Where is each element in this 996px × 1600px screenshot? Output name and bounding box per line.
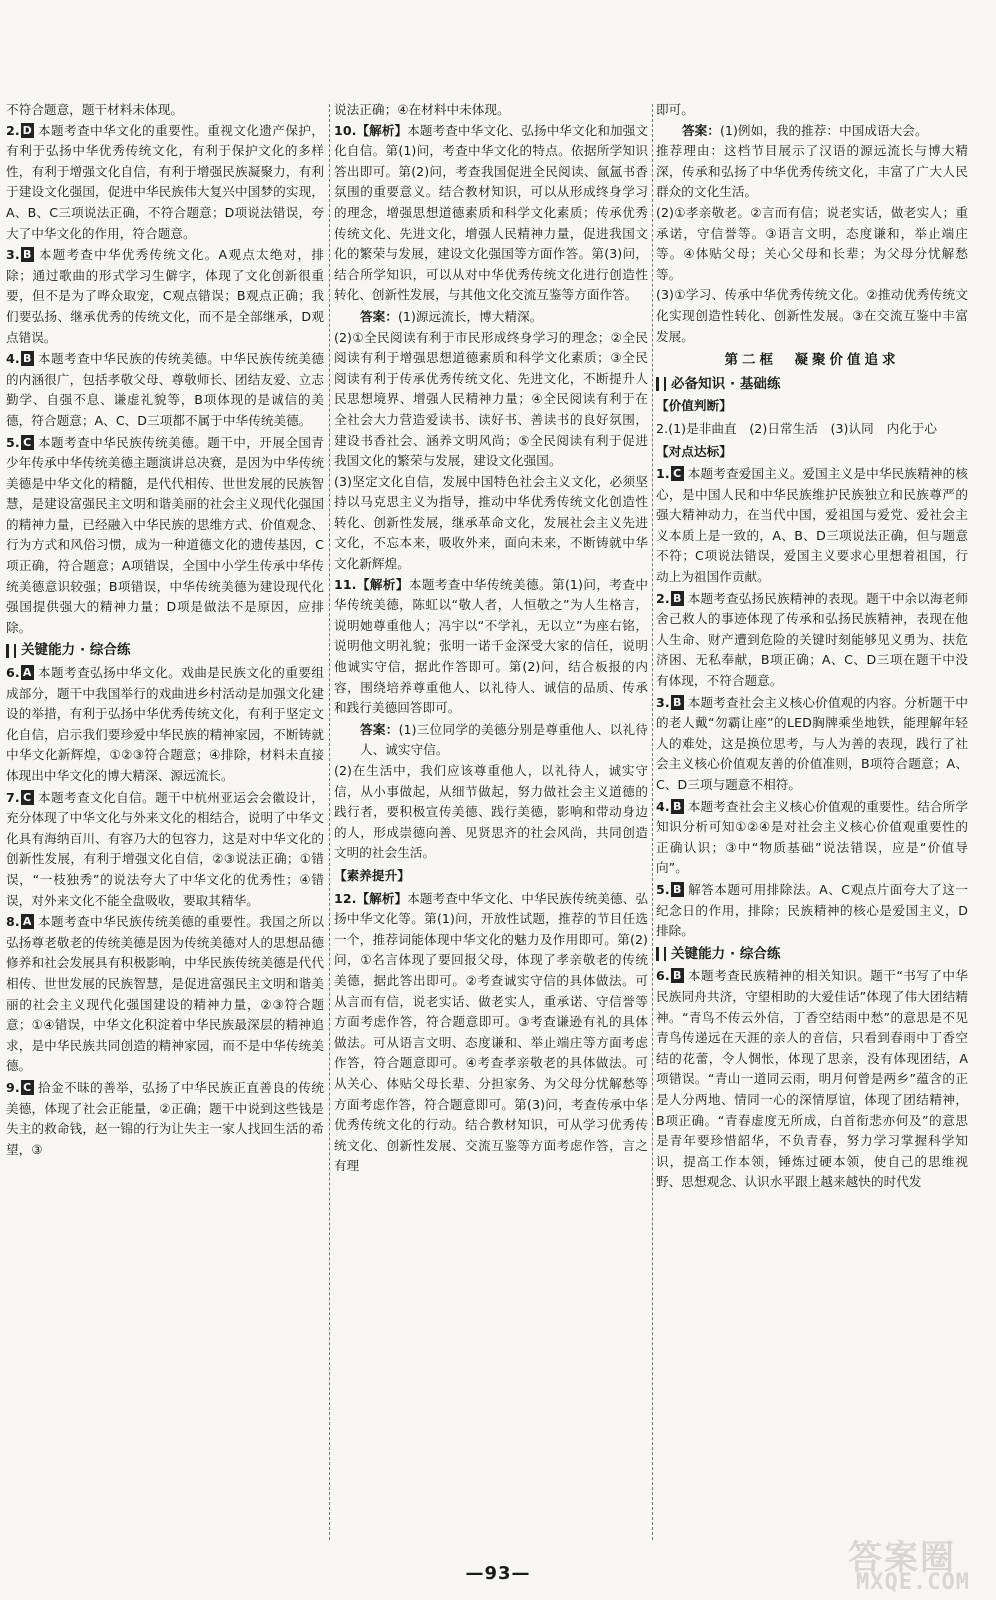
answer-choice-badge: C xyxy=(21,790,34,805)
answer-choice-badge: D xyxy=(22,123,32,137)
question-number: 5. xyxy=(656,881,670,897)
question-number: 6. xyxy=(6,665,20,681)
question-number: 1. xyxy=(656,466,670,482)
section-heading-text: 必备知识 · 基础练 xyxy=(671,375,781,392)
explanation-text: 本题考查弘扬中华文化。戏曲是民族文化的重要组成部分，题干中我国举行的戏曲进乡村活动是加强文化建设的举措，有利于弘扬中华优秀传统文化，有利于坚定文化自信，启示我们要珍爱中华民族的精神家园，不断铸就中华文化新辉煌，①②③符合题意；④排除，材料未直接体现出中华文化的博大精深、源远流长。 xyxy=(6,665,324,783)
answer-choice-badge: B xyxy=(671,799,684,814)
explanation-text: 本题考查中华文化、弘扬中华文化和加强文化自信。第(1)问，考查中华文化的特点。依据所学知识答出即可。第(2)问，考查我国促进全民阅读、氤氲书香氛围的重要意义。结合教材知识，可以从形成终身学习的理念，增强思想道德素质和科学文化素质；传承优秀传统文化、先进文化，增强人民精神力量，促进我国文化的繁荣与发展，建设文化强国等方面作答。第(3)问，结合所学知识，可以从对中华优秀传统文化进行创造性转化、创新性发展，与其他文化交流互鉴等方面作答。 xyxy=(334,122,648,303)
answer-item xyxy=(6,788,324,912)
answer-choice-badge: B xyxy=(671,968,684,983)
explanation-text: 本题考查中华传统美德。第(1)问，考查中华传统美德，陈虹以“敬人者，人恒敬之”为人生格言，说明她尊重他人；冯宇以“不学礼，无以立”为座右铭，说明他文明礼貌；张明一诺千金深受大家的信任，说明他诚实守信，据此作答即可。第(2)问，结合板报的内容，围绕培养尊重他人、以礼待人、诚信的品质、传承和践行美德回答即可。 xyxy=(334,576,649,716)
paragraph: 推荐理由：这档节目展示了汉语的源远流长与博大精深，传承和弘扬了中华优秀传统文化，丰富了广大人民群众的文化生活。 xyxy=(656,143,968,200)
subsection-label: 【价值判断】 xyxy=(656,398,732,414)
answer-line xyxy=(656,121,968,142)
paragraph: 即可。 xyxy=(656,102,694,117)
section-heading xyxy=(6,640,324,661)
answer-item xyxy=(6,121,324,245)
section-mark-icon xyxy=(664,377,666,391)
page-number: —93— xyxy=(465,1563,531,1584)
answer-choice-badge: A xyxy=(21,665,34,680)
answer-item xyxy=(656,880,968,942)
watermark-logo xyxy=(786,1528,976,1598)
paragraph: (2)在生活中，我们应该尊重他人，以礼待人，诚实守信，从小事做起，从细节做起，努力做社会主义道德的践行者，要积极宣传美德、践行美德，影响和带动身边的人，形成崇德向善、见贤思齐的社会风尚，共同创造文明的社会生活。 xyxy=(334,763,648,861)
lesson-title: 第二框 凝聚价值追求 xyxy=(724,352,900,369)
answer-item xyxy=(334,121,648,306)
explanation-text: 拾金不昧的善举，弘扬了中华民族正直善良的传统美德，体现了社会正能量，②正确；题干中说到这些钱是失主的救命钱，赵一锦的行为让失主一家人找回生活的希望，③ xyxy=(6,1079,324,1157)
explanation-text: 本题考查社会主义核心价值观的内容。分析题干中的老人戴“勿霸让座”的LED胸牌乘坐地铁，能理解年轻人的难处，这是换位思考，与人为善的表现，践行了社会主义核心价值观友善的价值准则，B项符合题意；A、C、D三项与题意不相符。 xyxy=(656,694,968,792)
answer-item xyxy=(6,1078,324,1160)
answer-choice-badge: C xyxy=(21,435,34,450)
answer-choice-badge: B xyxy=(21,351,34,366)
answer-item xyxy=(6,349,324,431)
section-heading-text: 关键能力 · 综合练 xyxy=(21,642,131,659)
explanation-text: 解答本题可用排除法。A、C观点片面夸大了这一纪念日的作用，排除；民族精神的核心是爱国主义，D排除。 xyxy=(656,881,968,939)
watermark-logo-text: 答案圈 xyxy=(848,1538,956,1578)
explanation-text: 本题考查中华文化、中华民族传统美德、弘扬中华文化等。第(1)问，开放性试题，推荐的节目任选一个，推荐词能体现中华文化的魅力及作用即可。第(2)问，①名言体现了要回报父母，体现了孝亲敬老的传统美德，据此答出即可。②考查诚实守信的具体做法。可从言而有信，说老实话、做老实人，重承诺、守信誉等方面考虑作答，符合题意即可。③考查谦逊有礼的具体做法。可从语言文明、态度谦和、举止端庄等方面考虑作答，符合题意即可。④考查孝亲敬老的具体做法。可从关心、体贴父母长辈、分担家务、为父母分忧解愁等方面考虑作答，符合题意即可。第(3)问，考查传承中华优秀传统文化的行动。结合教材知识，可从学习优秀传统文化、创新性发展、交流互鉴等方面考虑作答，言之有理 xyxy=(334,890,648,1174)
subsection-label: 【对点达标】 xyxy=(656,443,732,459)
explanation-text: 本题考查中华优秀传统文化。A观点太绝对，排除；通过歌曲的形式学习生僻字，体现了文化创新很重要，但不是为了哗众取宠，C观点错误；B观点正确；我们要弘扬、继承优秀的传统文化，而不是全部继承，D观点错误。 xyxy=(6,247,324,345)
explanation-text: 本题考查弘扬民族精神的表现。题干中余以海老师舍己救人的事迹体现了传承和弘扬民族精神，表现在他人生命、财产遭到危险的关键时刻能够见义勇为、扶危济困、无私奉献，B项正确；A、C、D三项在题干中没有体现，不符合题意。 xyxy=(656,590,968,689)
answer-line xyxy=(334,307,648,328)
explanation-text: 本题考查民族精神的相关知识。题干“书写了中华民族同舟共济，守望相助的大爱佳话”体现了伟大团结精神。“青鸟不传云外信，丁香空结雨中愁”的意思是不见青鸟传递远在天涯的亲人的音信，只看到春雨中丁香空结的花蕾，令人惆怅，体现了思亲，没有体现团结，A项错误。“青山一道同云雨，明月何曾是两乡”蕴含的正是人分两地、情同一心的深情厚谊，体现了团结精神，B项正确。“青春虚度无所成，白首衔悲亦何及”的意思是青年要珍惜韶华，不负青春，努力学习掌握科学知识，提高工作本领，锤炼过硬本领，使自己的思维视野、思想观念、认识水平跟上越来越快的时代发 xyxy=(656,968,968,1190)
question-number: 8. xyxy=(6,914,20,930)
paragraph: 2.(1)是非曲直 (2)日常生活 (3)认同 内化于心 xyxy=(656,420,938,436)
section-heading-text: 关键能力 · 综合练 xyxy=(671,945,781,962)
explanation-text: 本题考查中华文化的重要性。重视文化遗产保护，有利于弘扬中华优秀传统文化，有利于保护文化的多样性，有利于增强文化自信，有利于增强民族凝聚力，有利于建设文化强国，促进中华民族伟大复兴中国梦的实现，A、B、C三项说法正确，不符合题意；D项说法错误，夸大了中华文化的作用，符合题意。 xyxy=(6,122,324,241)
question-number: 11. xyxy=(334,576,357,592)
section-mark-icon xyxy=(656,377,659,391)
answer-line xyxy=(334,720,648,761)
explanation-text: 本题考查文化自信。题干中杭州亚运会会徽设计，充分体现了中华文化与外来文化的相结合，说明了中华文化具有海纳百川、有容乃大的包容力，这是对中华文化的创新性发展，有利于增强文化自信，②③说法正确；①错误，“一枝独秀”的说法夸大了中华文化的优秀性；④错误，对外来文化不能全盘吸收，要取其精华。 xyxy=(6,789,324,908)
answer-item xyxy=(6,663,324,787)
answer-item xyxy=(656,797,968,879)
question-number: 3. xyxy=(656,694,670,710)
section-mark-icon xyxy=(6,644,9,658)
subsection-label: 【素养提升】 xyxy=(334,867,410,883)
answer-choice-badge: B xyxy=(671,591,684,606)
analysis-tag: 【解析】 xyxy=(356,890,408,906)
question-number: 5. xyxy=(6,434,20,450)
watermark-site: MXQE.COM xyxy=(856,1570,970,1595)
answer-choice-badge: B xyxy=(671,882,684,897)
answer-choice-badge: B xyxy=(671,695,684,710)
question-number: 12. xyxy=(334,890,357,906)
paragraph: 不符合题意，题干材料未体现。 xyxy=(6,102,184,117)
question-number: 4. xyxy=(6,351,20,367)
explanation-text: 本题考查中华民族的传统美德。中华民族传统美德的内涵很广，包括孝敬父母、尊敬师长、团结友爱、立志勤学、自强不息、谦虚礼貌等，B项体现的是诚信的美德，符合题意；A、C、D三项都不属于中华传统美德。 xyxy=(6,351,324,428)
answer-item xyxy=(656,464,968,588)
explanation-text: 本题考查爱国主义。爱国主义是中华民族精神的核心，是中国人民和中华民族维护民族独立和民族尊严的强大精神动力，在当代中国，爱祖国与爱党、爱社会主义本质上是一致的，A、B、D三项说法正确，但与题意不符；C项说法错误，爱国主义要求心里想着祖国，行动上为祖国作贡献。 xyxy=(656,466,968,585)
question-number: 7. xyxy=(6,789,20,805)
explanation-text: 本题考查社会主义核心价值观的重要性。结合所学知识分析可知①②④是对社会主义核心价值观重要性的正确认识；③中“物质基础”说法错误，应是“价值导向”。 xyxy=(656,798,968,876)
section-heading xyxy=(656,944,968,965)
analysis-tag: 【解析】 xyxy=(356,122,408,138)
column-3 xyxy=(656,100,968,1194)
question-number: 6. xyxy=(656,968,670,984)
answer-choice-badge: C xyxy=(21,1080,34,1095)
column-1 xyxy=(6,100,324,1161)
question-number: 2. xyxy=(6,122,20,138)
analysis-tag: 【解析】 xyxy=(356,576,409,592)
paragraph: (2)①孝亲敬老。②言而有信；说老实话，做老实人；重承诺，守信誉等。③语言文明，态度谦和，举止端庄等。④体贴父母；关心父母和长辈；为父母分忧解愁等。 xyxy=(656,204,968,282)
answer-choice-badge: C xyxy=(671,466,684,481)
answer-item xyxy=(334,575,648,719)
answer-text: (1)三位同学的美德分别是尊重他人、以礼待人、诚实守信。 xyxy=(360,721,648,758)
answer-tag: 答案： xyxy=(360,721,399,737)
answer-choice-badge: A xyxy=(21,914,34,929)
section-mark-icon xyxy=(14,644,16,658)
column-divider-2 xyxy=(652,104,653,1540)
paragraph: 说法正确；④在材料中未体现。 xyxy=(334,102,510,117)
question-number: 4. xyxy=(656,798,670,814)
section-mark-icon xyxy=(656,947,659,961)
column-2 xyxy=(334,100,648,1178)
section-mark-icon xyxy=(664,947,666,961)
answer-choice-badge: B xyxy=(21,247,34,262)
answer-tag: 答案： xyxy=(682,122,720,138)
paragraph: (3)坚定文化自信，发展中国特色社会主义文化，必须坚持以马克思主义为指导，推动中华优秀传统文化创造性转化、创新性发展，继承革命文化，发展社会主义先进文化，不忘本来，吸收外来，面向未来，不断铸就中华文化新辉煌。 xyxy=(334,473,648,572)
explanation-text: 本题考查中华民族传统美德的重要性。我国之所以弘扬尊老敬老的传统美德是因为传统美德对人的思想品德修养和社会发展具有积极影响，中华民族传统美德是代代相传、世世发展的民族智慧，是促进富强民主文明和谐美丽的社会主义现代化强国建设的精神力量，②③符合题意；①④错误，中华文化积淀着中华民族最深层的精神追求，是中华民族共同创造的精神家园，而不是中华传统美德。 xyxy=(6,914,324,1074)
question-number: 9. xyxy=(6,1079,20,1095)
answer-item xyxy=(6,912,324,1077)
answer-item xyxy=(656,589,968,692)
section-heading xyxy=(656,374,968,395)
answer-item xyxy=(334,889,648,1177)
answer-item xyxy=(6,245,324,348)
paragraph: (3)①学习、传承中华优秀传统文化。②推动优秀传统文化实现创造性转化、创新性发展。③在交流互鉴中丰富发展。 xyxy=(656,287,968,344)
answer-item xyxy=(656,966,968,1193)
question-number: 2. xyxy=(656,590,670,606)
answer-item xyxy=(6,433,324,639)
answer-text: (1)源远流长，博大精深。 xyxy=(397,308,543,324)
paragraph: (2)①全民阅读有利于市民形成终身学习的理念；②全民阅读有利于增强思想道德素质和科学文化素质；③全民阅读有利于传承优秀传统文化、先进文化，不断提升人民思想境界、增强人民精神力量；④全民阅读有利于在全社会大力营造爱读书、读好书、善读书的良好氛围，建设书香社会、涵养文明风尚；⑤全民阅读有利于促进我国文化的繁荣与发展，建设文化强国。 xyxy=(334,329,648,469)
answer-text: (1)例如，我的推荐：中国成语大会。 xyxy=(719,122,928,138)
answer-item xyxy=(656,693,968,796)
answer-tag: 答案： xyxy=(360,308,398,324)
column-divider-1 xyxy=(329,104,330,1540)
question-number: 3. xyxy=(6,247,20,263)
explanation-text: 本题考查中华民族传统美德。题干中，开展全国青少年传承中华传统美德主题演讲总决赛，是因为中华传统美德是中华文化的精髓，是代代相传、世世发展的民族智慧，是建设富强民主文明和谐美丽的社会主义现代化强国的精神力量，已经融入中华民族的思维方式、价值观念、行为方式和风俗习惯，成为一种道德文化的遗传基因，C项正确，符合题意；A项错误，全国中小学生传承中华传统美德意识较强；B项错误，中华传统美德为建设现代化强国提供强大的精神力量；D项是做法不是原因，应排除。 xyxy=(6,434,324,635)
question-number: 10. xyxy=(334,122,357,138)
